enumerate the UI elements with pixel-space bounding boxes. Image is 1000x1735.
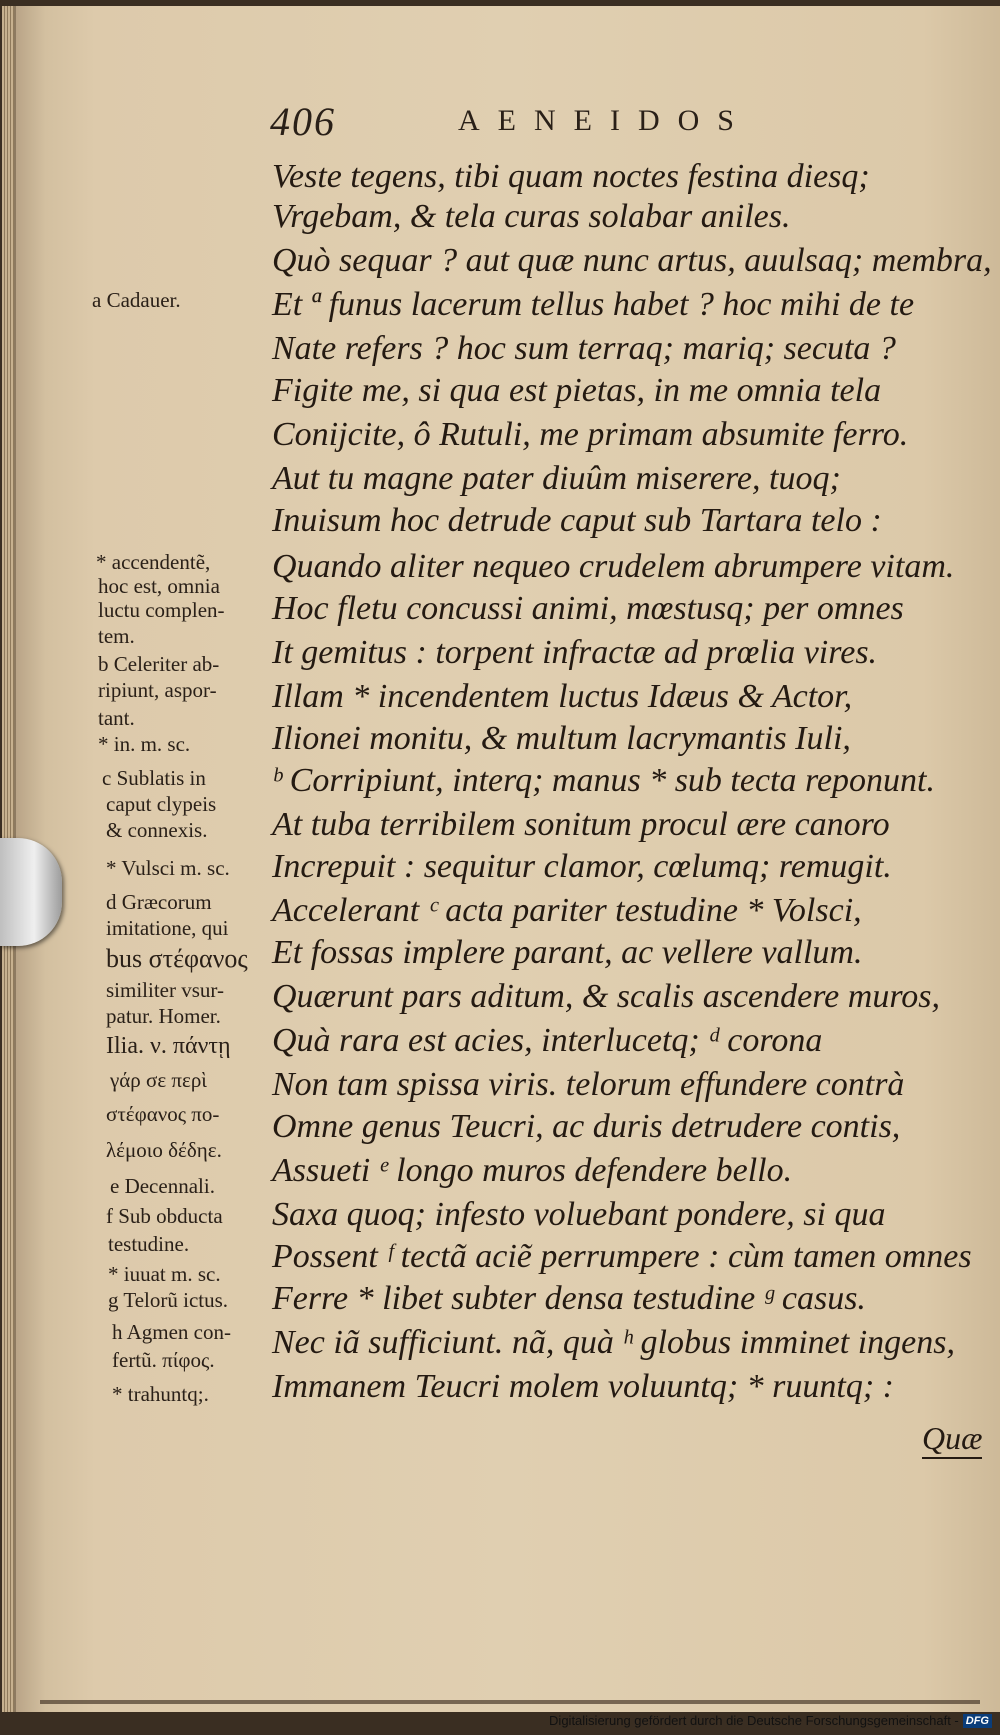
verse-line: Saxa quoq; infesto voluebant pondere, si qua (272, 1196, 886, 1233)
verse-line: Quando aliter nequeo crudelem abrumpere vitam. (272, 548, 955, 585)
verse-line: Et fossas implere parant, ac vellere vallum. (272, 934, 863, 971)
verse-line: Hoc fletu concussi animi, mœstusq; per omnes (272, 590, 904, 627)
digitization-footer (549, 1713, 992, 1728)
page-number: 406 (270, 99, 336, 144)
page-bottom-edge (40, 1700, 980, 1704)
verse-line: Ilionei monitu, & multum lacrymantis Iuli, (272, 720, 851, 757)
verse-line: Conijcite, ô Rutuli, me primam absumite ferro. (272, 416, 909, 453)
margin-gloss: bus στέφανος (106, 944, 248, 973)
margin-gloss: λέμοιο δέδηε. (106, 1138, 222, 1162)
page-header (270, 98, 830, 150)
verse-line: Inuisum hoc detrude caput sub Tartara telo : (272, 502, 882, 539)
margin-gloss: γάρ σε περὶ (110, 1068, 207, 1092)
verse-line: Increpuit : sequitur clamor, cœlumq; remugit. (272, 848, 892, 885)
verse-line: Figite me, si qua est pietas, in me omnia tela (272, 372, 882, 409)
running-head: AENEIDOS (458, 104, 752, 137)
margin-gloss: h Agmen con- (112, 1320, 231, 1344)
verse-line: Veste tegens, tibi quam noctes festina diesq; (272, 158, 870, 195)
margin-gloss: b Celeriter ab- (98, 652, 220, 676)
margin-gloss: e Decennali. (110, 1174, 215, 1198)
verse-line: ᵇ Corripiunt, interq; manus * sub tecta reponunt. (272, 762, 935, 799)
verse-line: Accelerant ᶜ acta pariter testudine * Volsci, (272, 892, 862, 929)
dfg-logo: DFG (963, 1714, 992, 1728)
margin-gloss: * trahuntq;. (112, 1382, 209, 1406)
margin-gloss: * accendentẽ, (96, 550, 211, 574)
margin-gloss: luctu complen- (98, 598, 225, 622)
margin-gloss: tem. (98, 624, 135, 648)
margin-gloss: * iuuat m. sc. (108, 1262, 221, 1286)
margin-gloss: ripiunt, aspor- (98, 678, 217, 702)
verse-line: Illam * incendentem luctus Idæus & Actor, (272, 678, 853, 715)
catchword: Quæ (922, 1420, 982, 1459)
verse-line: Vrgebam, & tela curas solabar aniles. (272, 198, 791, 235)
verse-line: Nec iã sufficiunt. nã, quà ʰ globus imminet ingens, (272, 1324, 955, 1361)
verse-line: Possent ᶠ tectã aciẽ perrumpere : cùm tamen omnes (272, 1238, 972, 1275)
margin-gloss: caput clypeis (106, 792, 217, 816)
footer-text: Digitalisierung gefördert durch die Deutsche Forschungsgemeinschaft - (549, 1713, 959, 1728)
margin-gloss: d Græcorum (106, 890, 212, 914)
verse-line: Omne genus Teucri, ac duris detrudere contis, (272, 1108, 901, 1145)
verse-line: At tuba terribilem sonitum procul ære canoro (272, 806, 890, 843)
margin-gloss: * in. m. sc. (98, 732, 191, 756)
margin-gloss: fertũ. πίφος. (112, 1348, 215, 1372)
margin-gloss: * Vulsci m. sc. (106, 856, 230, 880)
margin-gloss: g Telorũ ictus. (108, 1288, 229, 1312)
margin-gloss: f Sub obducta (106, 1204, 223, 1228)
margin-gloss: Ilia. ν. πάντῃ (106, 1033, 231, 1059)
verse-line: Quærunt pars aditum, & scalis ascendere muros, (272, 978, 941, 1015)
verse-line: Immanem Teucri molem voluuntq; * ruuntq; : (272, 1368, 894, 1405)
margin-gloss: imitatione, qui (106, 916, 229, 940)
verse-line: Non tam spissa viris. telorum effundere contrà (272, 1066, 905, 1103)
verse-line: It gemitus : torpent infractæ ad prœlia vires. (272, 634, 878, 671)
verse-line: Quà rara est acies, interlucetq; ᵈ corona (272, 1022, 823, 1059)
verse-line: Nate refers ? hoc sum terraq; mariq; secuta ? (272, 330, 896, 367)
verse-line: Quò sequar ? aut quæ nunc artus, auulsaq; membra, (272, 242, 992, 279)
margin-gloss: c Sublatis in (102, 766, 206, 790)
margin-gloss: & connexis. (106, 818, 208, 842)
margin-gloss: a Cadauer. (92, 288, 181, 312)
margin-gloss: patur. Homer. (106, 1004, 221, 1028)
verse-line: Aut tu magne pater diuûm miserere, tuoq; (272, 460, 841, 497)
verse-line: Et ª funus lacerum tellus habet ? hoc mihi de te (272, 286, 915, 323)
margin-gloss: similiter vsur- (106, 978, 224, 1002)
margin-gloss: tant. (98, 706, 135, 730)
margin-gloss: hoc est, omnia (98, 574, 220, 598)
margin-gloss: testudine. (108, 1232, 190, 1256)
margin-gloss: στέφανος πο- (106, 1102, 220, 1126)
verse-line: Ferre * libet subter densa testudine ᵍ casus. (272, 1280, 866, 1317)
verse-line: Assueti ᵉ longo muros defendere bello. (272, 1152, 793, 1189)
